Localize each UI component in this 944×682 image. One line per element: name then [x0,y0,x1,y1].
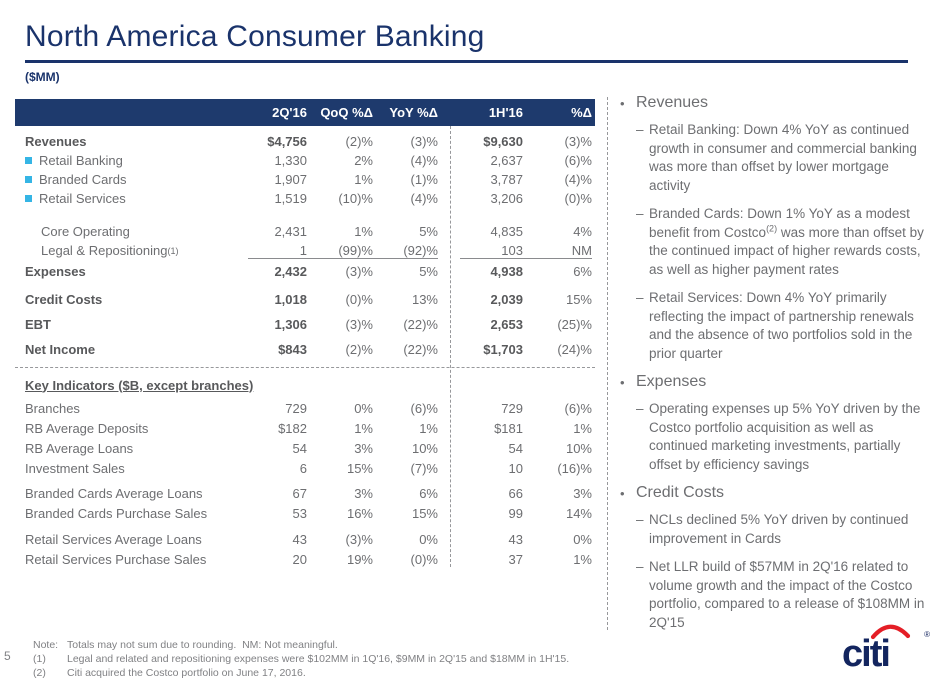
commentary-panel [620,94,926,642]
commentary-item: – Net LLR build of $57MM in 2Q'16 related to volume growth and the impact of the Costco portfolio, compared to a release of $108MM in 2Q'15 [636,558,926,632]
table-row-retail-services: Retail Services 1,519 (10)% (4)% 3,206 (0)% [15,189,595,208]
row-label: Retail Services [15,191,248,206]
bullet-icon: • [620,486,625,501]
dash-bullet: – [636,401,644,416]
commentary-section-credit-costs [620,484,926,632]
footnote-ref: (2) [766,223,778,233]
bullet-icon: • [620,96,625,111]
table-header-row [15,99,595,126]
dash-bullet: – [636,290,644,305]
row-label: Credit Costs [25,292,103,307]
row-label: Core Operating [41,224,130,239]
citi-logo [842,628,930,675]
row-label: Branded Cards [15,172,248,187]
row-label: RB Average Loans [25,440,134,456]
table-row-legal-repositioning: Legal & Repositioning (1) 1 (99)% (92)% 103 NM [15,241,595,260]
registered-mark: ® [924,630,930,639]
table-row-revenues: Revenues $4,756 (2)% (3)% $9,630 (3)% [15,132,595,151]
table-row-credit-costs: Credit Costs 1,018 (0)% 13% 2,039 15% [15,290,595,309]
cyan-square-bullet-icon [25,195,32,202]
footnote-note: Note: Totals may not sum due to rounding. NM: Not meaningful. [33,639,338,651]
dash-bullet: – [636,122,644,137]
table-row-rb-average-loans: RB Average Loans 54 3% 10% 54 10% [15,438,595,458]
citi-logo-text: citi [842,633,889,675]
table-row-rb-average-deposits: RB Average Deposits $182 1% 1% $181 1% [15,418,595,438]
citi-logo-arc-icon [870,622,912,640]
dashed-panel-divider [607,97,608,630]
cyan-square-bullet-icon [25,157,32,164]
page-title: North America Consumer Banking [25,20,485,53]
commentary-item: – Branded Cards: Down 1% YoY as a modest benefit from Costco$^{(2)}$ was more than offset by the continued impact of higher rewards costs, as well as higher payment rates [636,205,926,279]
row-label: Retail Services Purchase Sales [25,551,207,567]
dash-bullet: – [636,512,644,527]
header-yoy: YoY %Δ [389,105,438,120]
row-label: Revenues [25,134,87,149]
footnote-2: (2) Citi acquired the Costco portfolio on June 17, 2016. [33,667,306,679]
header-1h16: 1H'16 [488,105,523,120]
commentary-item: – Retail Services: Down 4% YoY primarily reflecting the impact of partnership renewals and the absence of two portfolios sold in the prior quarter [636,289,926,363]
row-label: Net Income [25,342,96,357]
section-heading: Expenses [636,373,707,390]
row-label: Branded Cards Purchase Sales [25,505,208,521]
row-label: Branches [25,400,80,416]
bullet-icon: • [620,375,625,390]
header-qoq: QoQ %Δ [320,105,373,120]
financial-table [15,99,595,569]
table-row-investment-sales: Investment Sales 6 15% (7)% 10 (16)% [15,458,595,478]
row-label: Branded Cards Average Loans [25,485,203,501]
table-row-retail-services-average-loans: Retail Services Average Loans 43 (3)% 0% 43 0% [15,529,595,549]
commentary-section-revenues [620,94,926,363]
row-label: EBT [25,317,51,332]
table-row-branded-cards-average-loans: Branded Cards Average Loans 67 3% 6% 66 3% [15,483,595,503]
table-row-branded-cards-purchase-sales: Branded Cards Purchase Sales 53 16% 15% 99 14% [15,503,595,523]
table-row-core-operating: Core Operating 2,431 1% 5% 4,835 4% [15,222,595,241]
row-label: RB Average Deposits [25,420,149,436]
dash-bullet: – [636,206,644,221]
dashed-column-divider [450,126,451,567]
table-row-branches: Branches 729 0% (6)% 729 (6)% [15,398,595,418]
header-pct-delta: %Δ [571,105,592,120]
page-number: 5 [4,649,11,663]
footnotes [33,638,569,680]
footnote-1: (1) Legal and related and repositioning expenses were $102MM in 1Q'16, $9MM in 2Q'15 and $18MM in 1H'15. [33,653,570,665]
commentary-item: – Retail Banking: Down 4% YoY as continued growth in consumer and commercial banking was more than offset by lower mortgage activity [636,121,926,195]
dashed-section-divider [15,367,595,368]
title-rule [25,60,908,63]
dash-bullet: – [636,559,644,574]
units-label: ($MM) [25,70,60,84]
row-label: Investment Sales [25,460,125,476]
commentary-item: – Operating expenses up 5% YoY driven by the Costco portfolio acquisition as well as continued marketing investments, partially offset by efficiency savings [636,400,926,474]
table-row-branded-cards: Branded Cards 1,907 1% (1)% 3,787 (4)% [15,170,595,189]
row-label: Legal & Repositioning (1) [41,243,179,258]
table-row-net-income: Net Income $843 (2)% (22)% $1,703 (24)% [15,340,595,359]
table-row-retail-services-purchase-sales: Retail Services Purchase Sales 20 19% (0)% 37 1% [15,549,595,569]
key-indicators-heading: Key Indicators ($B, except branches) [25,377,254,393]
table-row-retail-banking: Retail Banking 1,330 2% (4)% 2,637 (6)% [15,151,595,170]
commentary-section-expenses [620,373,926,474]
header-2q16: 2Q'16 [272,105,307,120]
row-label: Expenses [25,264,86,279]
row-label: Retail Banking [15,153,248,168]
commentary-item: – NCLs declined 5% YoY driven by continued improvement in Cards [636,511,926,548]
table-row-ebt: EBT 1,306 (3)% (22)% 2,653 (25)% [15,315,595,334]
section-heading: Credit Costs [636,484,725,501]
row-label: Retail Services Average Loans [25,531,202,547]
section-heading: Revenues [636,94,709,111]
table-row-expenses: Expenses 2,432 (3)% 5% 4,938 6% [15,262,595,281]
cyan-square-bullet-icon [25,176,32,183]
